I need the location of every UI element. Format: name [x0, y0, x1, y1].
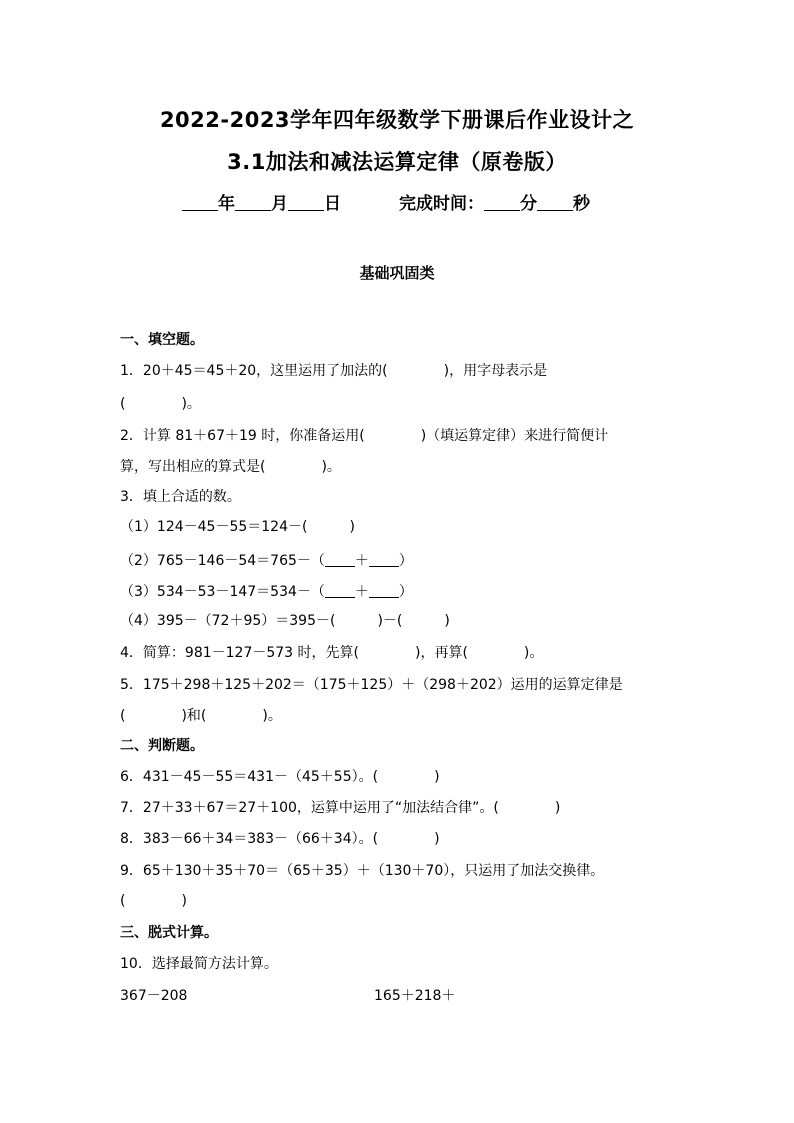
part-heading-fill-blank: 一、填空题。: [120, 332, 204, 348]
calc-item-2: 165＋218＋: [374, 988, 456, 1004]
question-7: 7．27＋33＋67＝27＋100，运算中运用了“加法结合律”。( ): [120, 800, 561, 816]
close-paren: ）: [398, 553, 413, 569]
plus-sign: ＋: [354, 553, 369, 569]
question-2-line-2: 算，写出相应的算式是( )。: [120, 459, 341, 475]
q3-3-expr: （3）534－53－147＝534－（: [120, 584, 325, 600]
label-day: 日: [324, 194, 341, 214]
question-3-item-2: [120, 551, 413, 570]
question-9-line-1: 9．65＋130＋35＋70＝（65＋35）＋（130＋70），只运用了加法交换律。: [120, 863, 605, 879]
part-heading-step-calc: 三、脱式计算。: [120, 925, 218, 941]
q3-2-expr: （2）765－146－54＝765－（: [120, 553, 325, 569]
question-3-item-1: （1）124－45－55＝124－( ): [120, 519, 355, 535]
blank-minutes: [484, 193, 520, 211]
question-9-line-2: ( ): [120, 893, 187, 909]
question-1-line-1: 1．20＋45＝45＋20，这里运用了加法的( )，用字母表示是: [120, 363, 548, 379]
blank-month: [235, 193, 271, 211]
title-line-1: 2022-2023学年四年级数学下册课后作业设计之: [159, 108, 635, 132]
blank: [369, 551, 399, 567]
blank-seconds: [537, 193, 573, 211]
question-3-item-3: [120, 582, 413, 601]
question-1-line-2: ( )。: [120, 396, 201, 412]
blank-year: [182, 193, 218, 211]
blank: [325, 551, 355, 567]
label-minutes: 分: [520, 194, 537, 214]
close-paren: ）: [398, 584, 413, 600]
question-3-item-4: （4）395－（72＋95）＝395－( )－( ): [120, 613, 450, 629]
blank: [325, 582, 355, 598]
question-5-line-1: 5．175＋298＋125＋202＝（175＋125）＋（298＋202）运用的运算定律是: [120, 677, 623, 693]
question-5-line-2: ( )和( )。: [120, 708, 282, 724]
question-6: 6．431－45－55＝431－（45＋55）。( ): [120, 769, 440, 785]
label-seconds: 秒: [573, 194, 590, 214]
label-completion-time: 完成时间：: [399, 194, 484, 214]
question-2-line-1: 2．计算 81＋67＋19 时，你准备运用( )（填运算定律）来进行简便计: [120, 428, 609, 444]
title-line-2: 3.1加法和减法运算定律（原卷版）: [227, 150, 567, 174]
blank: [369, 582, 399, 598]
plus-sign: ＋: [354, 584, 369, 600]
calc-item-1: 367－208: [120, 988, 188, 1004]
label-year: 年: [218, 194, 235, 214]
date-time-line: [182, 189, 590, 214]
section-title: 基础巩固类: [359, 264, 435, 282]
question-8: 8．383－66＋34＝383－（66＋34）。( ): [120, 831, 440, 847]
question-10: 10．选择最简方法计算。: [120, 956, 278, 972]
question-3: 3．填上合适的数。: [120, 489, 241, 505]
question-4: 4．简算：981－127－573 时，先算( )，再算( )。: [120, 645, 544, 661]
label-month: 月: [271, 194, 288, 214]
part-heading-true-false: 二、判断题。: [120, 738, 204, 754]
blank-day: [288, 193, 324, 211]
